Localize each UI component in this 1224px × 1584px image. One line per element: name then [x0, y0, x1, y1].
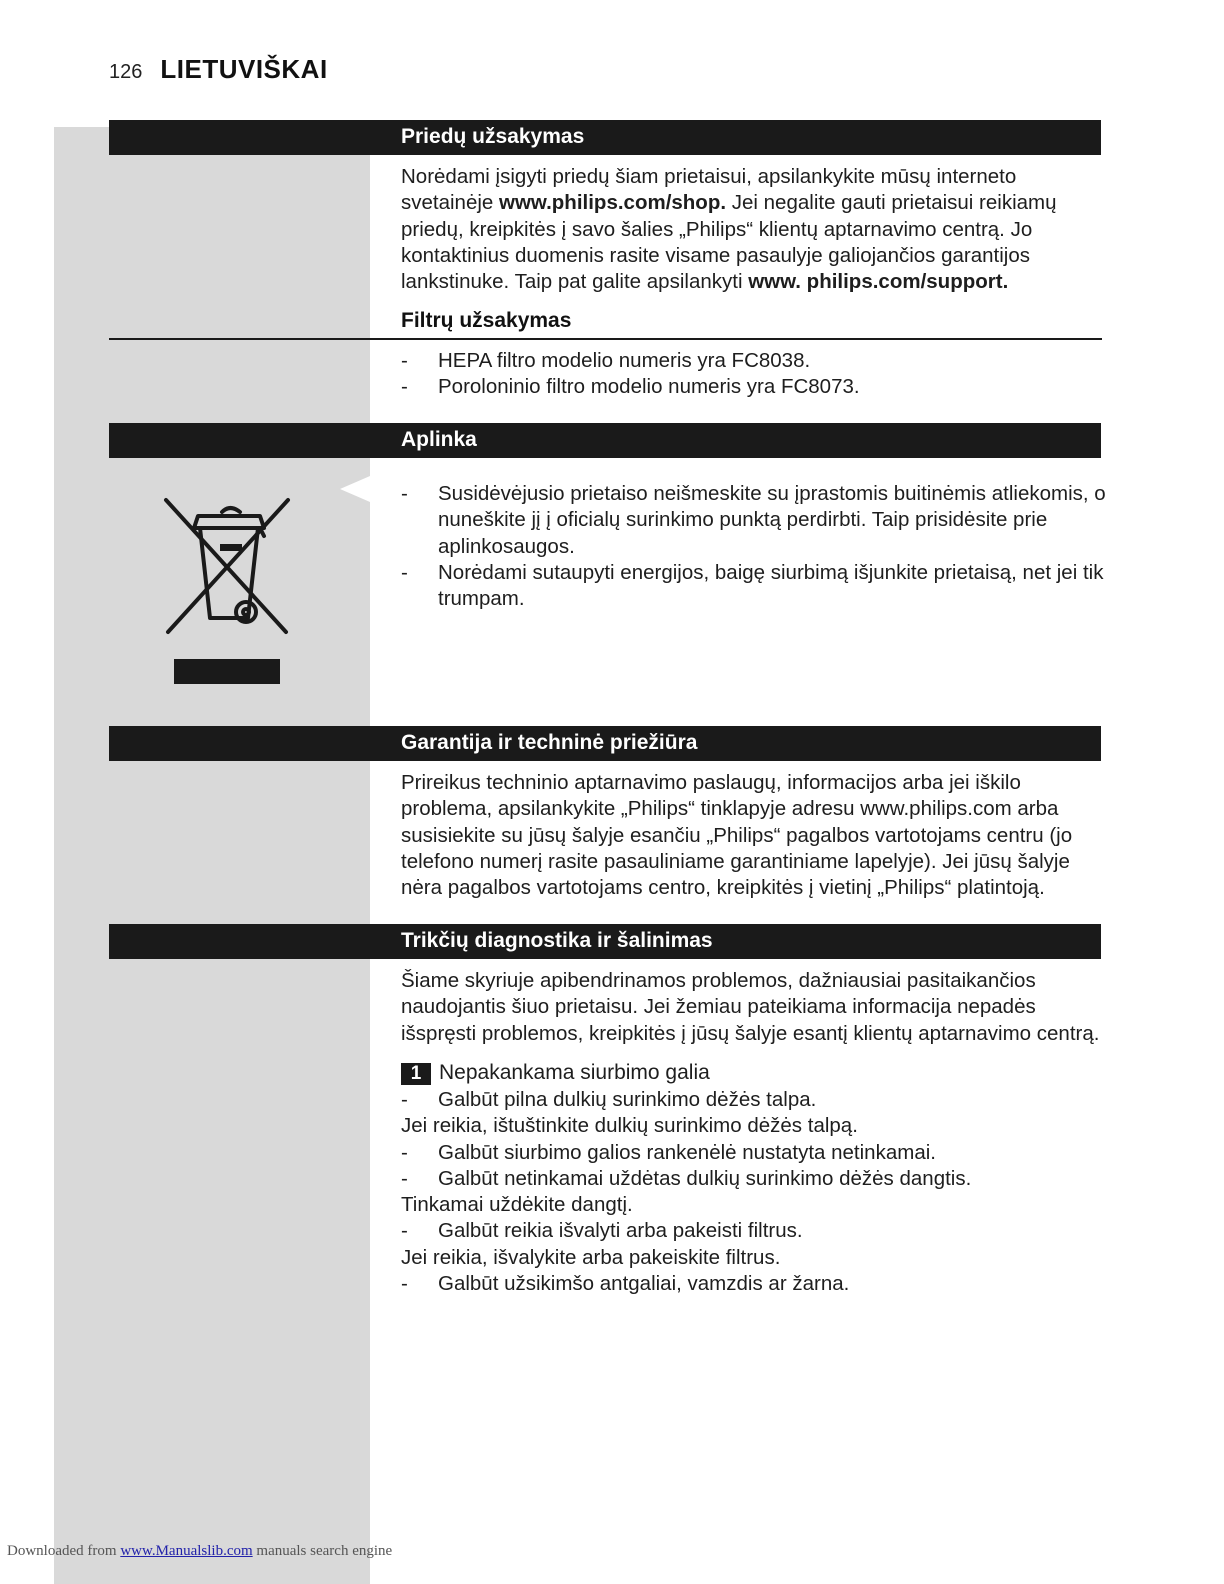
list-item-text: Galbūt pilna dulkių surinkimo dėžės talpa. [438, 1088, 817, 1111]
filters-rule [109, 338, 1102, 340]
list-item-text: Galbūt netinkamai uždėtas dulkių surinkimo dėžės dangtis. [438, 1166, 972, 1190]
bullet-dash: - [401, 349, 408, 372]
solution-text: Jei reikia, ištuštinkite dulkių surinkimo dėžės talpą. [401, 1114, 858, 1138]
accessories-text-part2: Jei negalite gauti prietaisui reikiamų priedų, kreipkitės į savo šalies „Philips“ klientų aptarnavimo centrą. Jo kontaktinius duomenis rasite visame pasaulyje galiojančios garantijos lankstinuke. Taip pat galite apsilankyti [401, 191, 1057, 294]
list-item-text: Norėdami sutaupyti energijos, baigę siurbimą išjunkite prietaisą, net jei tik trumpam. [438, 560, 1104, 611]
step-number-badge: 1 [401, 1063, 431, 1085]
section-title-troubleshooting: Trikčių diagnostika ir šalinimas [401, 929, 713, 952]
accessories-paragraph [401, 164, 1111, 295]
list-item [401, 374, 1111, 400]
callout-pointer [340, 476, 370, 502]
section-bar-accessories [109, 120, 1101, 155]
shop-link[interactable]: www.philips.com/shop. [499, 191, 727, 215]
weee-black-bar [174, 659, 280, 684]
list-item-text: Galbūt užsikimšo antgaliai, vamzdis ar žarna. [438, 1272, 850, 1296]
page-number: 126 [109, 61, 143, 83]
bullet-dash: - [401, 482, 408, 505]
list-item-text: Galbūt reikia išvalyti arba pakeisti filtrus. [438, 1219, 803, 1243]
bullet-dash: - [401, 1272, 408, 1296]
bullet-dash: - [401, 560, 408, 584]
section-title-accessories: Priedų užsakymas [401, 125, 585, 148]
solution-line [401, 1192, 1111, 1218]
bullet-dash: - [401, 1166, 408, 1190]
list-item-text: Galbūt siurbimo galios rankenėlė nustatyta netinkamai. [438, 1140, 936, 1164]
footer-suffix: manuals search engine [252, 1543, 393, 1559]
troubleshooting-list [401, 1087, 1111, 1297]
accessories-text-part1: Norėdami įsigyti priedų šiam prietaisui, apsilankykite mūsų interneto svetainėje [401, 165, 1017, 215]
bullet-dash: - [401, 1140, 408, 1164]
footer-prefix: Downloaded from [7, 1543, 121, 1559]
problem-title: Nepakankama siurbimo galia [439, 1061, 710, 1084]
list-item-text: Poroloninio filtro modelio numeris yra FC8073. [438, 375, 860, 399]
page-header [109, 54, 328, 85]
bullet-dash: - [401, 1088, 408, 1111]
guarantee-paragraph: Prireikus techninio aptarnavimo paslaugų, informacijos arba jei iškilo problema, apsilankykite „Philips“ tinklapyje adresu www.philips.com arba susisiekite su jūsų šalyje esančiu „Philips“ pagalbos vartotojams centru (jo telefono numerį rasite pasauliniame garantiniame lapelyje). Jei jūsų šalyje nėra pagalbos vartotojams centro, kreipkitės į vietinį „Philips“ platintoją. [401, 771, 1073, 900]
list-item [401, 1271, 1111, 1297]
solution-text: Jei reikia, išvalykite arba pakeiskite filtrus. [401, 1245, 781, 1269]
solution-text: Tinkamai uždėkite dangtį. [401, 1193, 633, 1217]
list-item-text: HEPA filtro modelio numeris yra FC8038. [438, 349, 811, 372]
list-item [401, 348, 1111, 374]
crossed-out-wheelie-bin-icon [160, 494, 295, 639]
list-item [401, 481, 1111, 560]
list-item-text: Susidėvėjusio prietaiso neišmeskite su įprastomis buitinėmis atliekomis, o nuneškite jį į oficialų surinkimo punktą perdirbti. Taip prisidėsite prie aplinkosaugos. [438, 482, 1106, 558]
support-link-www[interactable]: www [748, 270, 796, 294]
left-margin-gray-column [54, 127, 370, 1584]
list-item [401, 1140, 1111, 1166]
support-link[interactable]: . philips.com/support. [795, 270, 1009, 294]
download-footer [7, 1543, 392, 1560]
list-item [401, 1166, 1111, 1192]
list-item [401, 560, 1111, 613]
solution-line [401, 1245, 1111, 1271]
filters-list [401, 348, 1111, 401]
section-title-environment: Aplinka [401, 428, 477, 451]
troubleshooting-paragraph: Šiame skyriuje apibendrinamos problemos, dažniausiai pasitaikančios naudojantis šiuo prietaisu. Jei žemiau pateikiama informacija nepadės išspręsti problemos, kreipkitės į jūsų šalyje esantį klientų aptarnavimo centrą. [401, 969, 1100, 1045]
section-title-guarantee: Garantija ir techninė priežiūra [401, 731, 698, 754]
page-language-title: LIETUVIŠKAI [160, 54, 328, 84]
section-bar-environment [109, 423, 1101, 458]
section-bar-troubleshooting [109, 924, 1101, 959]
subsection-title-filters: Filtrų užsakymas [401, 309, 572, 332]
manualslib-link[interactable]: www.Manualslib.com [120, 1543, 253, 1559]
list-item [401, 1087, 1111, 1113]
section-bar-guarantee [109, 726, 1101, 761]
problem-heading [401, 1060, 1111, 1086]
solution-line [401, 1113, 1111, 1139]
bullet-dash: - [401, 1219, 408, 1243]
bullet-dash: - [401, 375, 408, 399]
environment-list [401, 481, 1111, 612]
list-item [401, 1218, 1111, 1244]
